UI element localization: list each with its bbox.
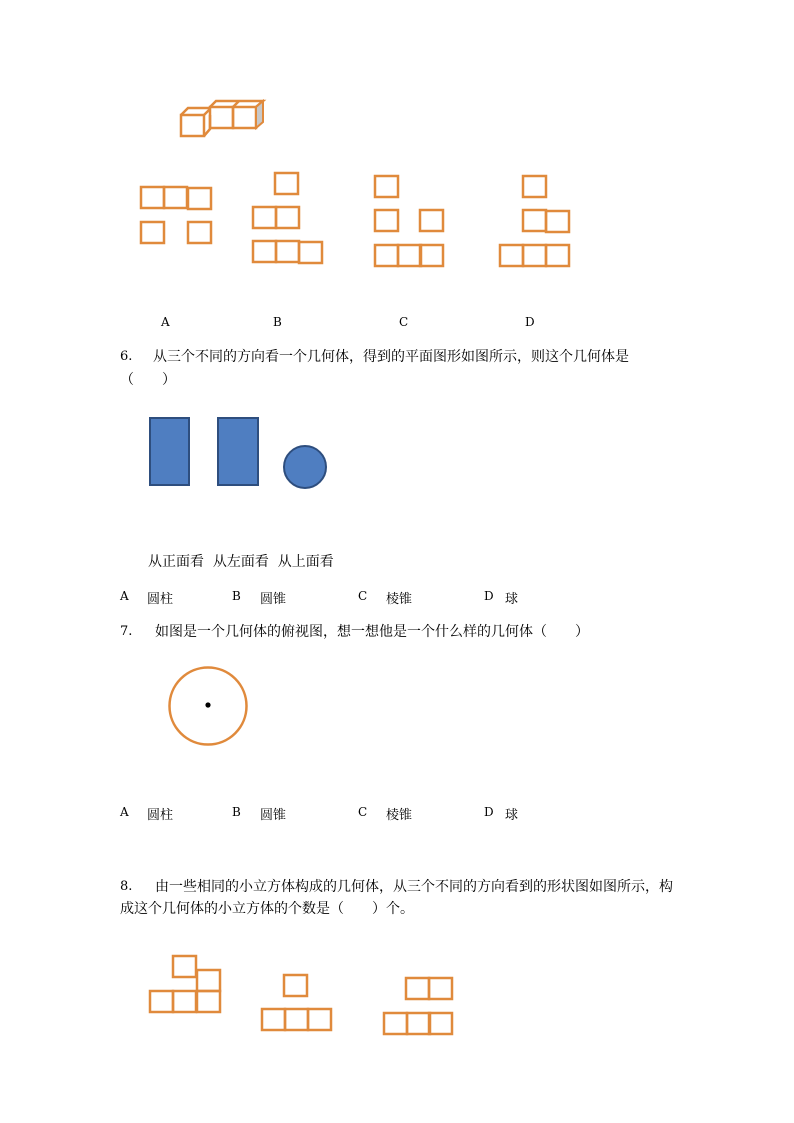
q6-option-d-letter: D bbox=[484, 589, 494, 603]
q7-option-c-text: 棱锥 bbox=[386, 808, 413, 823]
q5-option-c-figure bbox=[372, 173, 452, 273]
q7-options bbox=[120, 804, 540, 824]
q8-question-text: 由一些相同的小立方体构成的几何体，从三个不同的方向看到的形状图如图所示，构 bbox=[155, 879, 673, 895]
q6-question-text-cont: （ ） bbox=[120, 372, 176, 388]
q8-number: 8. bbox=[120, 879, 133, 894]
q7-option-c-letter: C bbox=[358, 805, 368, 819]
q7-option-d-letter: D bbox=[484, 805, 494, 819]
q6-option-a-text: 圆柱 bbox=[147, 592, 174, 607]
q5-option-b-figure bbox=[250, 170, 330, 270]
q5-option-label-d: D bbox=[525, 315, 535, 329]
cube-3d-figure bbox=[175, 95, 275, 145]
q7-number: 7. bbox=[120, 624, 133, 639]
q6-number: 6. bbox=[120, 349, 133, 364]
q6-option-b-letter: B bbox=[232, 589, 241, 603]
q8-top-view-figure bbox=[381, 975, 461, 1040]
q5-option-label-a: A bbox=[161, 315, 170, 329]
q8-front-view-figure bbox=[147, 953, 227, 1018]
q5-option-label-b: B bbox=[273, 315, 282, 329]
q7-option-a-text: 圆柱 bbox=[147, 808, 174, 823]
q7-option-a-letter: A bbox=[120, 805, 129, 819]
q6-option-d-text: 球 bbox=[505, 592, 519, 607]
q6-question-text: 从三个不同的方向看一个几何体，得到的平面图形如图所示，则这个几何体是 bbox=[153, 349, 629, 365]
q6-three-views-figure bbox=[145, 415, 335, 495]
q8-question-text-cont: 成这个几何体的小立方体的个数是（ ）个。 bbox=[120, 901, 414, 917]
q6-options bbox=[120, 588, 540, 608]
q8-left-view-figure bbox=[259, 972, 339, 1034]
q7-option-d-text: 球 bbox=[505, 808, 519, 823]
q6-view-labels: 从正面看 从左面看 从上面看 bbox=[148, 554, 334, 570]
q7-question-text: 如图是一个几何体的俯视图，想一想他是一个什么样的几何体（ ） bbox=[155, 624, 589, 640]
q7-option-b-text: 圆锥 bbox=[260, 808, 287, 823]
q7-option-b-letter: B bbox=[232, 805, 241, 819]
q5-option-label-c: C bbox=[399, 315, 409, 329]
q7-top-view-figure bbox=[165, 665, 255, 750]
q6-option-b-text: 圆锥 bbox=[260, 592, 287, 607]
q6-option-a-letter: A bbox=[120, 589, 129, 603]
q6-option-c-text: 棱锥 bbox=[386, 592, 413, 607]
q5-option-d-figure bbox=[497, 173, 577, 273]
q6-option-c-letter: C bbox=[358, 589, 368, 603]
q5-option-a-figure bbox=[138, 183, 218, 248]
